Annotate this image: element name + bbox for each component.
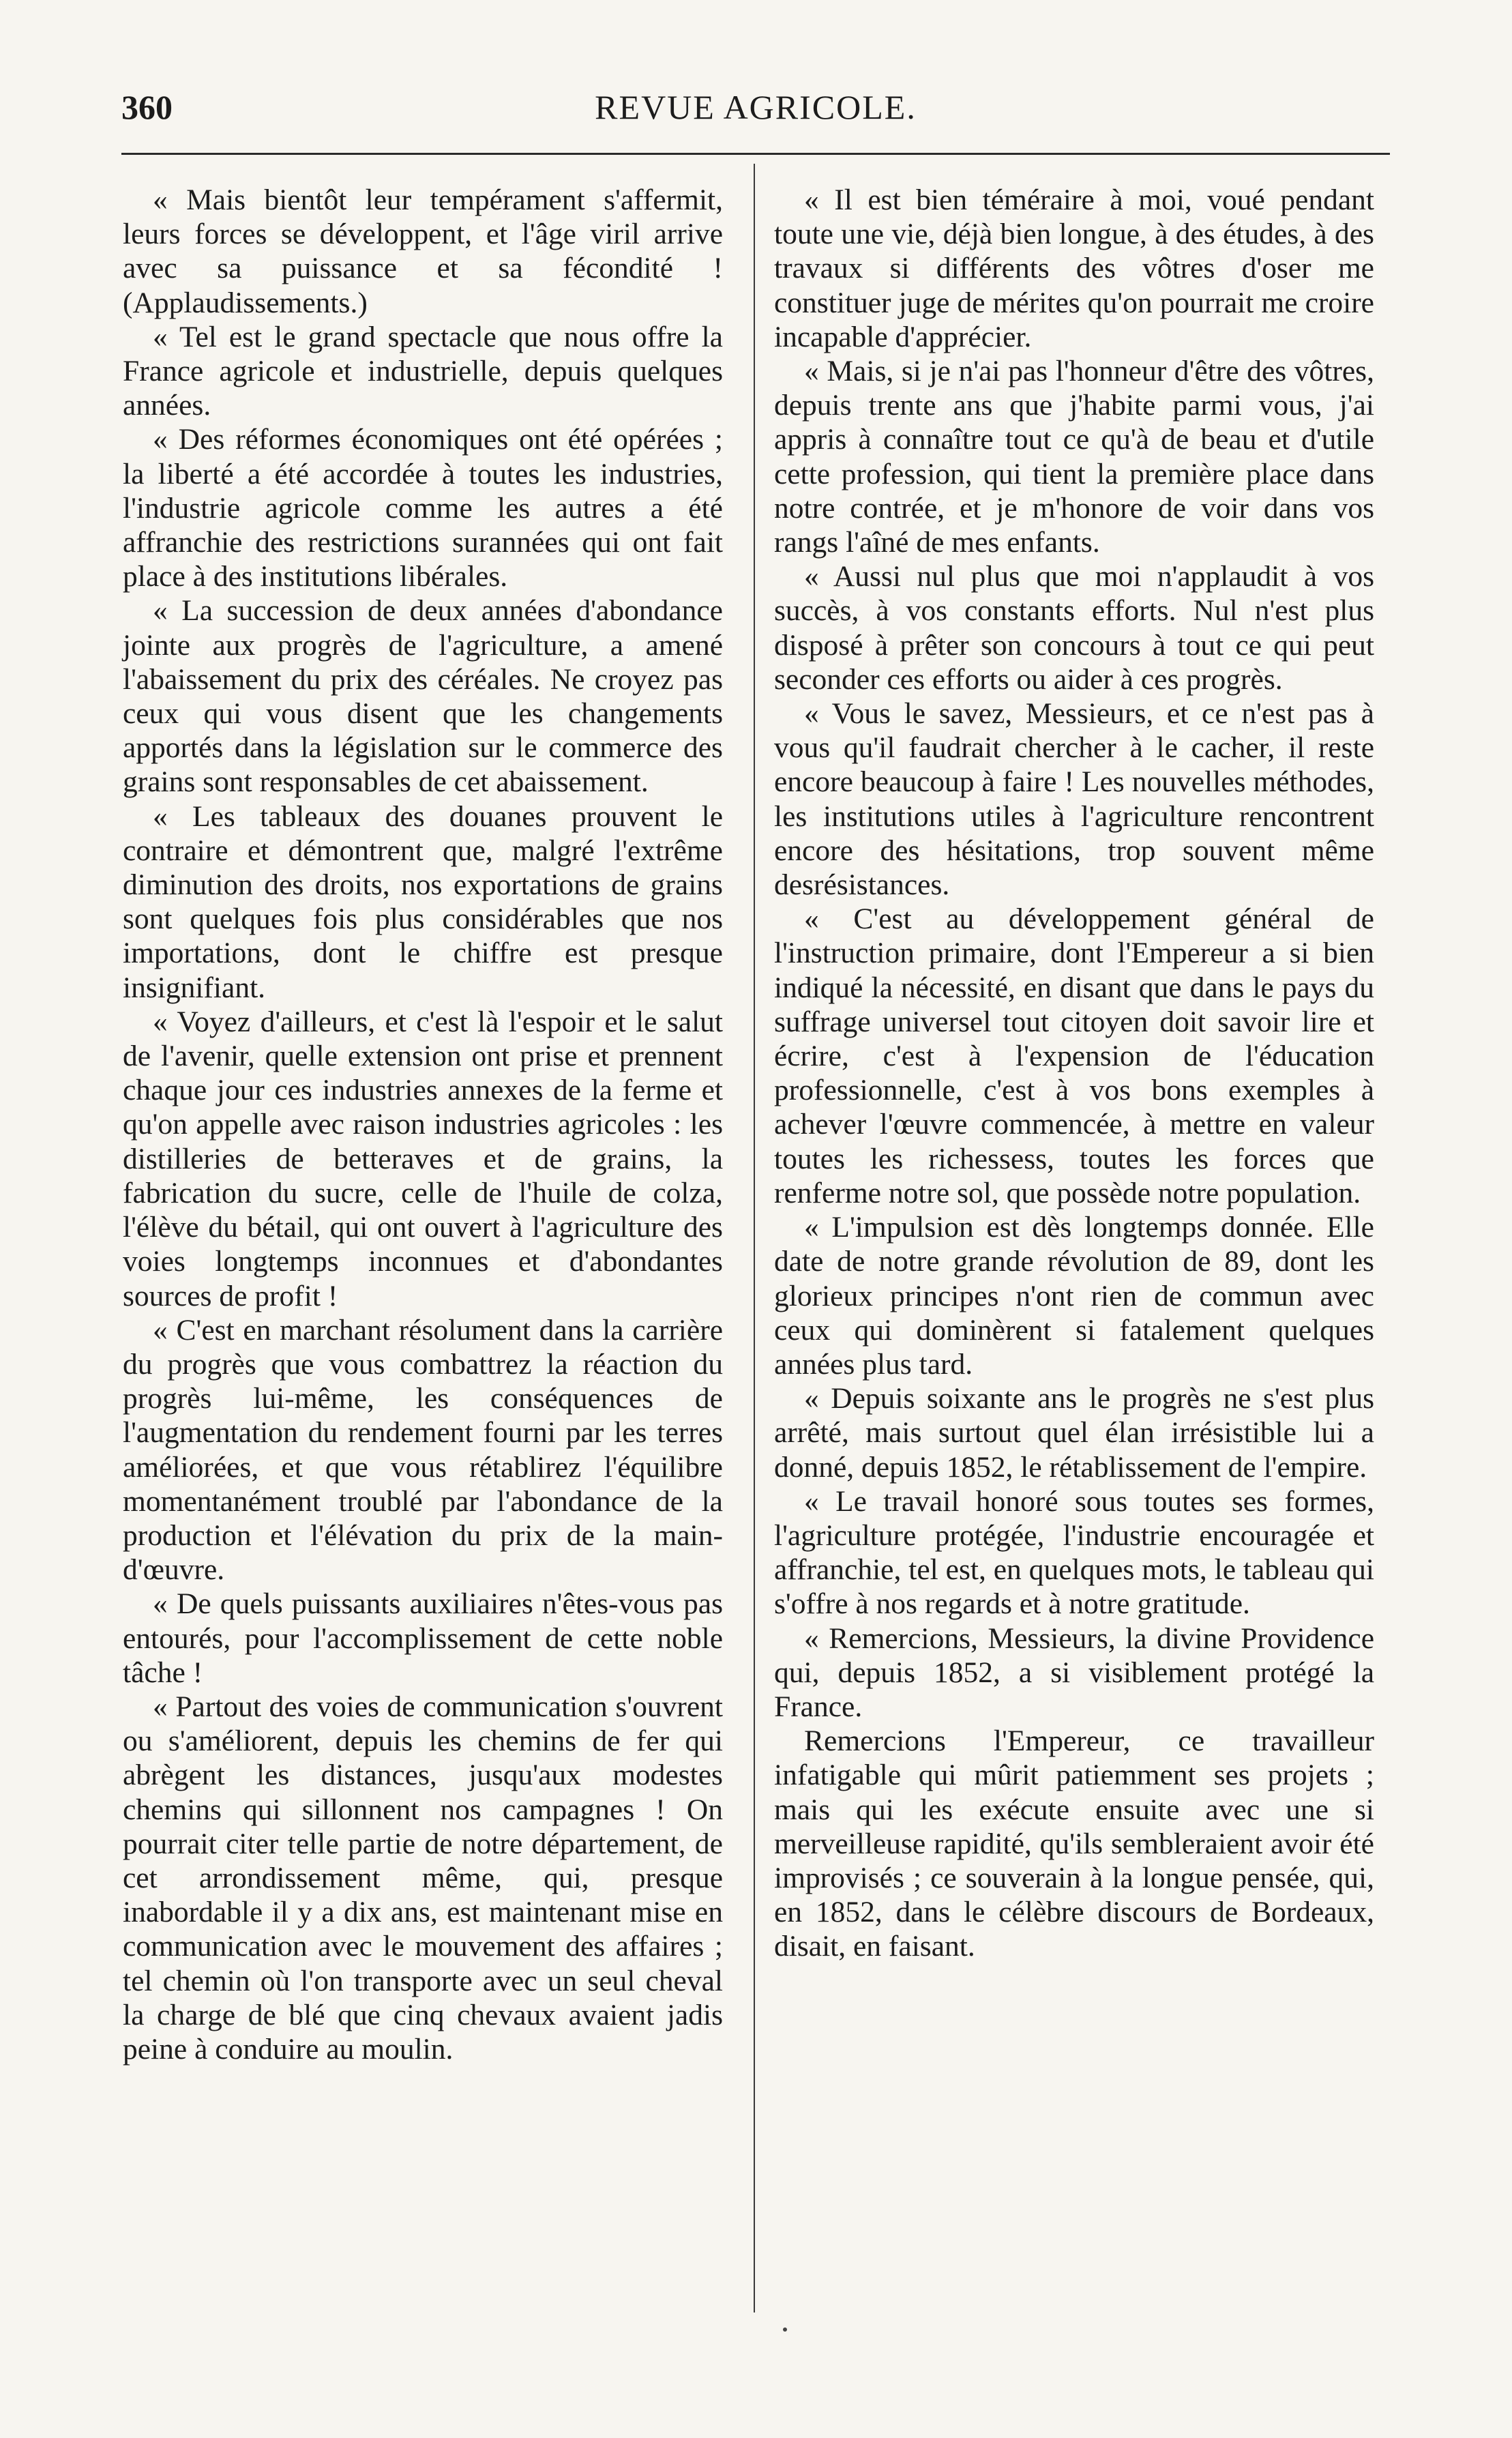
paragraph: « Il est bien téméraire à moi, voué pendant toute une vie, déjà bien longue, à des études, à des travaux si différents des vôtres d'oser me constituer juge de mérites qu'on pourrait me croire incapable d'apprécier.	[774, 183, 1374, 353]
paragraph: « Mais, si je n'ai pas l'honneur d'être des vôtres, depuis trente ans que j'habite parmi vous, j'ai appris à connaître tout ce qu'à de beau et d'utile cette profession, qui tient la première place dans notre contrée, et je m'honore de voir dans vos rangs l'aîné de mes enfants.	[774, 355, 1374, 559]
paragraph: « C'est en marchant résolument dans la carrière du progrès que vous combattrez la réaction du progrès lui-même, les conséquences de l'augmentation du rendement fourni par les terres améliorées, et que vous rétablirez l'équilibre momentanément troublé par l'abondance de la production et l'élévation du prix de la main-d'œuvre.	[123, 1313, 723, 1587]
running-title: REVUE AGRICOLE.	[595, 88, 917, 126]
paragraph: « Remercions, Messieurs, la divine Providence qui, depuis 1852, a si visiblement protégé la France.	[774, 1621, 1374, 1723]
left-column	[123, 183, 723, 2066]
paragraph: Remercions l'Empereur, ce travailleur infatigable qui mûrit patiemment ses projets ; mais qui les exécute ensuite avec une si merveilleuse rapidité, qu'ils sembleraient avoir été improvisés ; ce souverain à la longue pensée, qui, en 1852, dans le célèbre discours de Bordeaux, disait, en faisant.	[774, 1724, 1374, 1963]
column-divider	[754, 164, 755, 2312]
paragraph: « Vous le savez, Messieurs, et ce n'est pas à vous qu'il faudrait chercher à le cacher, il reste encore beaucoup à faire ! Les nouvelles méthodes, les institutions utiles à l'agriculture rencontrent encore des hésitations, trop souvent même desrésistances.	[774, 697, 1374, 902]
paragraph: « Voyez d'ailleurs, et c'est là l'espoir et le salut de l'avenir, quelle extension ont prise et prennent chaque jour ces industries annexes de la ferme et qu'on appelle avec raison industries agricoles : les distilleries de betteraves et de grains, la fabrication du sucre, celle de l'huile de colza, l'élève du bétail, qui ont ouvert à l'agriculture des voies longtemps inconnues et d'abondantes sources de profit !	[123, 1005, 723, 1312]
right-column	[774, 183, 1374, 1964]
page-header	[121, 87, 1390, 135]
paragraph: « Mais bientôt leur tempérament s'affermit, leurs forces se développent, et l'âge viril arrive avec sa puissance et sa fécondité ! (Applaudissements.)	[123, 183, 723, 319]
paragraph: « Depuis soixante ans le progrès ne s'est plus arrêté, mais surtout quel élan irrésistible lui a donné, depuis 1852, le rétablissement de l'empire.	[774, 1382, 1374, 1484]
paragraph: « Les tableaux des douanes prouvent le contraire et démontrent que, malgré l'extrême diminution des droits, nos exportations de grains sont quelques fois plus considérables que nos importations, dont le chiffre est presque insignifiant.	[123, 799, 723, 1004]
paragraph: « La succession de deux années d'abondance jointe aux progrès de l'agriculture, a amené l'abaissement du prix des céréales. Ne croyez pas ceux qui vous disent que les changements apportés dans la législation sur le commerce des grains sont responsables de cet abaissement.	[123, 594, 723, 799]
header-rule	[121, 153, 1390, 155]
paragraph: « Partout des voies de communication s'ouvrent ou s'améliorent, depuis les chemins de fer qui abrègent les distances, jusqu'aux modestes chemins qui sillonnent nos campagnes ! On pourrait citer telle partie de notre département, de cet arrondissement même, qui, presque inabordable il y a dix ans, est maintenant mise en communication avec le mouvement des affaires ; tel chemin où l'on transporte avec un seul cheval la charge de blé que cinq chevaux avaient jadis peine à conduire au moulin.	[123, 1690, 723, 2066]
paragraph: « Le travail honoré sous toutes ses formes, l'agriculture protégée, l'industrie encouragée et affranchie, tel est, en quelques mots, le tableau qui s'offre à nos regards et à notre gratitude.	[774, 1484, 1374, 1621]
paragraph: « C'est au développement général de l'instruction primaire, dont l'Empereur a si bien indiqué la nécessité, en disant que dans le pays du suffrage universel tout citoyen doit savoir lire et écrire, c'est à l'expension de l'éducation professionnelle, c'est à vos bons exemples à achever l'œuvre commencée, à mettre en valeur toutes les richessess, toutes les forces que renferme notre sol, que possède notre population.	[774, 902, 1374, 1209]
page-number: 360	[121, 88, 173, 126]
paragraph: « Aussi nul plus que moi n'applaudit à vos succès, à vos constants efforts. Nul n'est plus disposé à prêter son concours à tout ce qui peut seconder ces efforts ou aider à ces progrès.	[774, 560, 1374, 696]
paragraph: « Tel est le grand spectacle que nous offre la France agricole et industrielle, depuis quelques années.	[123, 320, 723, 422]
paragraph: « Des réformes économiques ont été opérées ; la liberté a été accordée à toutes les industries, l'industrie agricole comme les autres a été affranchie des restrictions surannées qui ont fait place à des institutions libérales.	[123, 423, 723, 593]
print-speck	[783, 2327, 787, 2332]
paragraph: « L'impulsion est dès longtemps donnée. Elle date de notre grande révolution de 89, dont les glorieux principes n'ont rien de commun avec ceux qui dominèrent si fatalement quelques années plus tard.	[774, 1211, 1374, 1381]
paragraph: « De quels puissants auxiliaires n'êtes-vous pas entourés, pour l'accomplissement de cette noble tâche !	[123, 1587, 723, 1689]
